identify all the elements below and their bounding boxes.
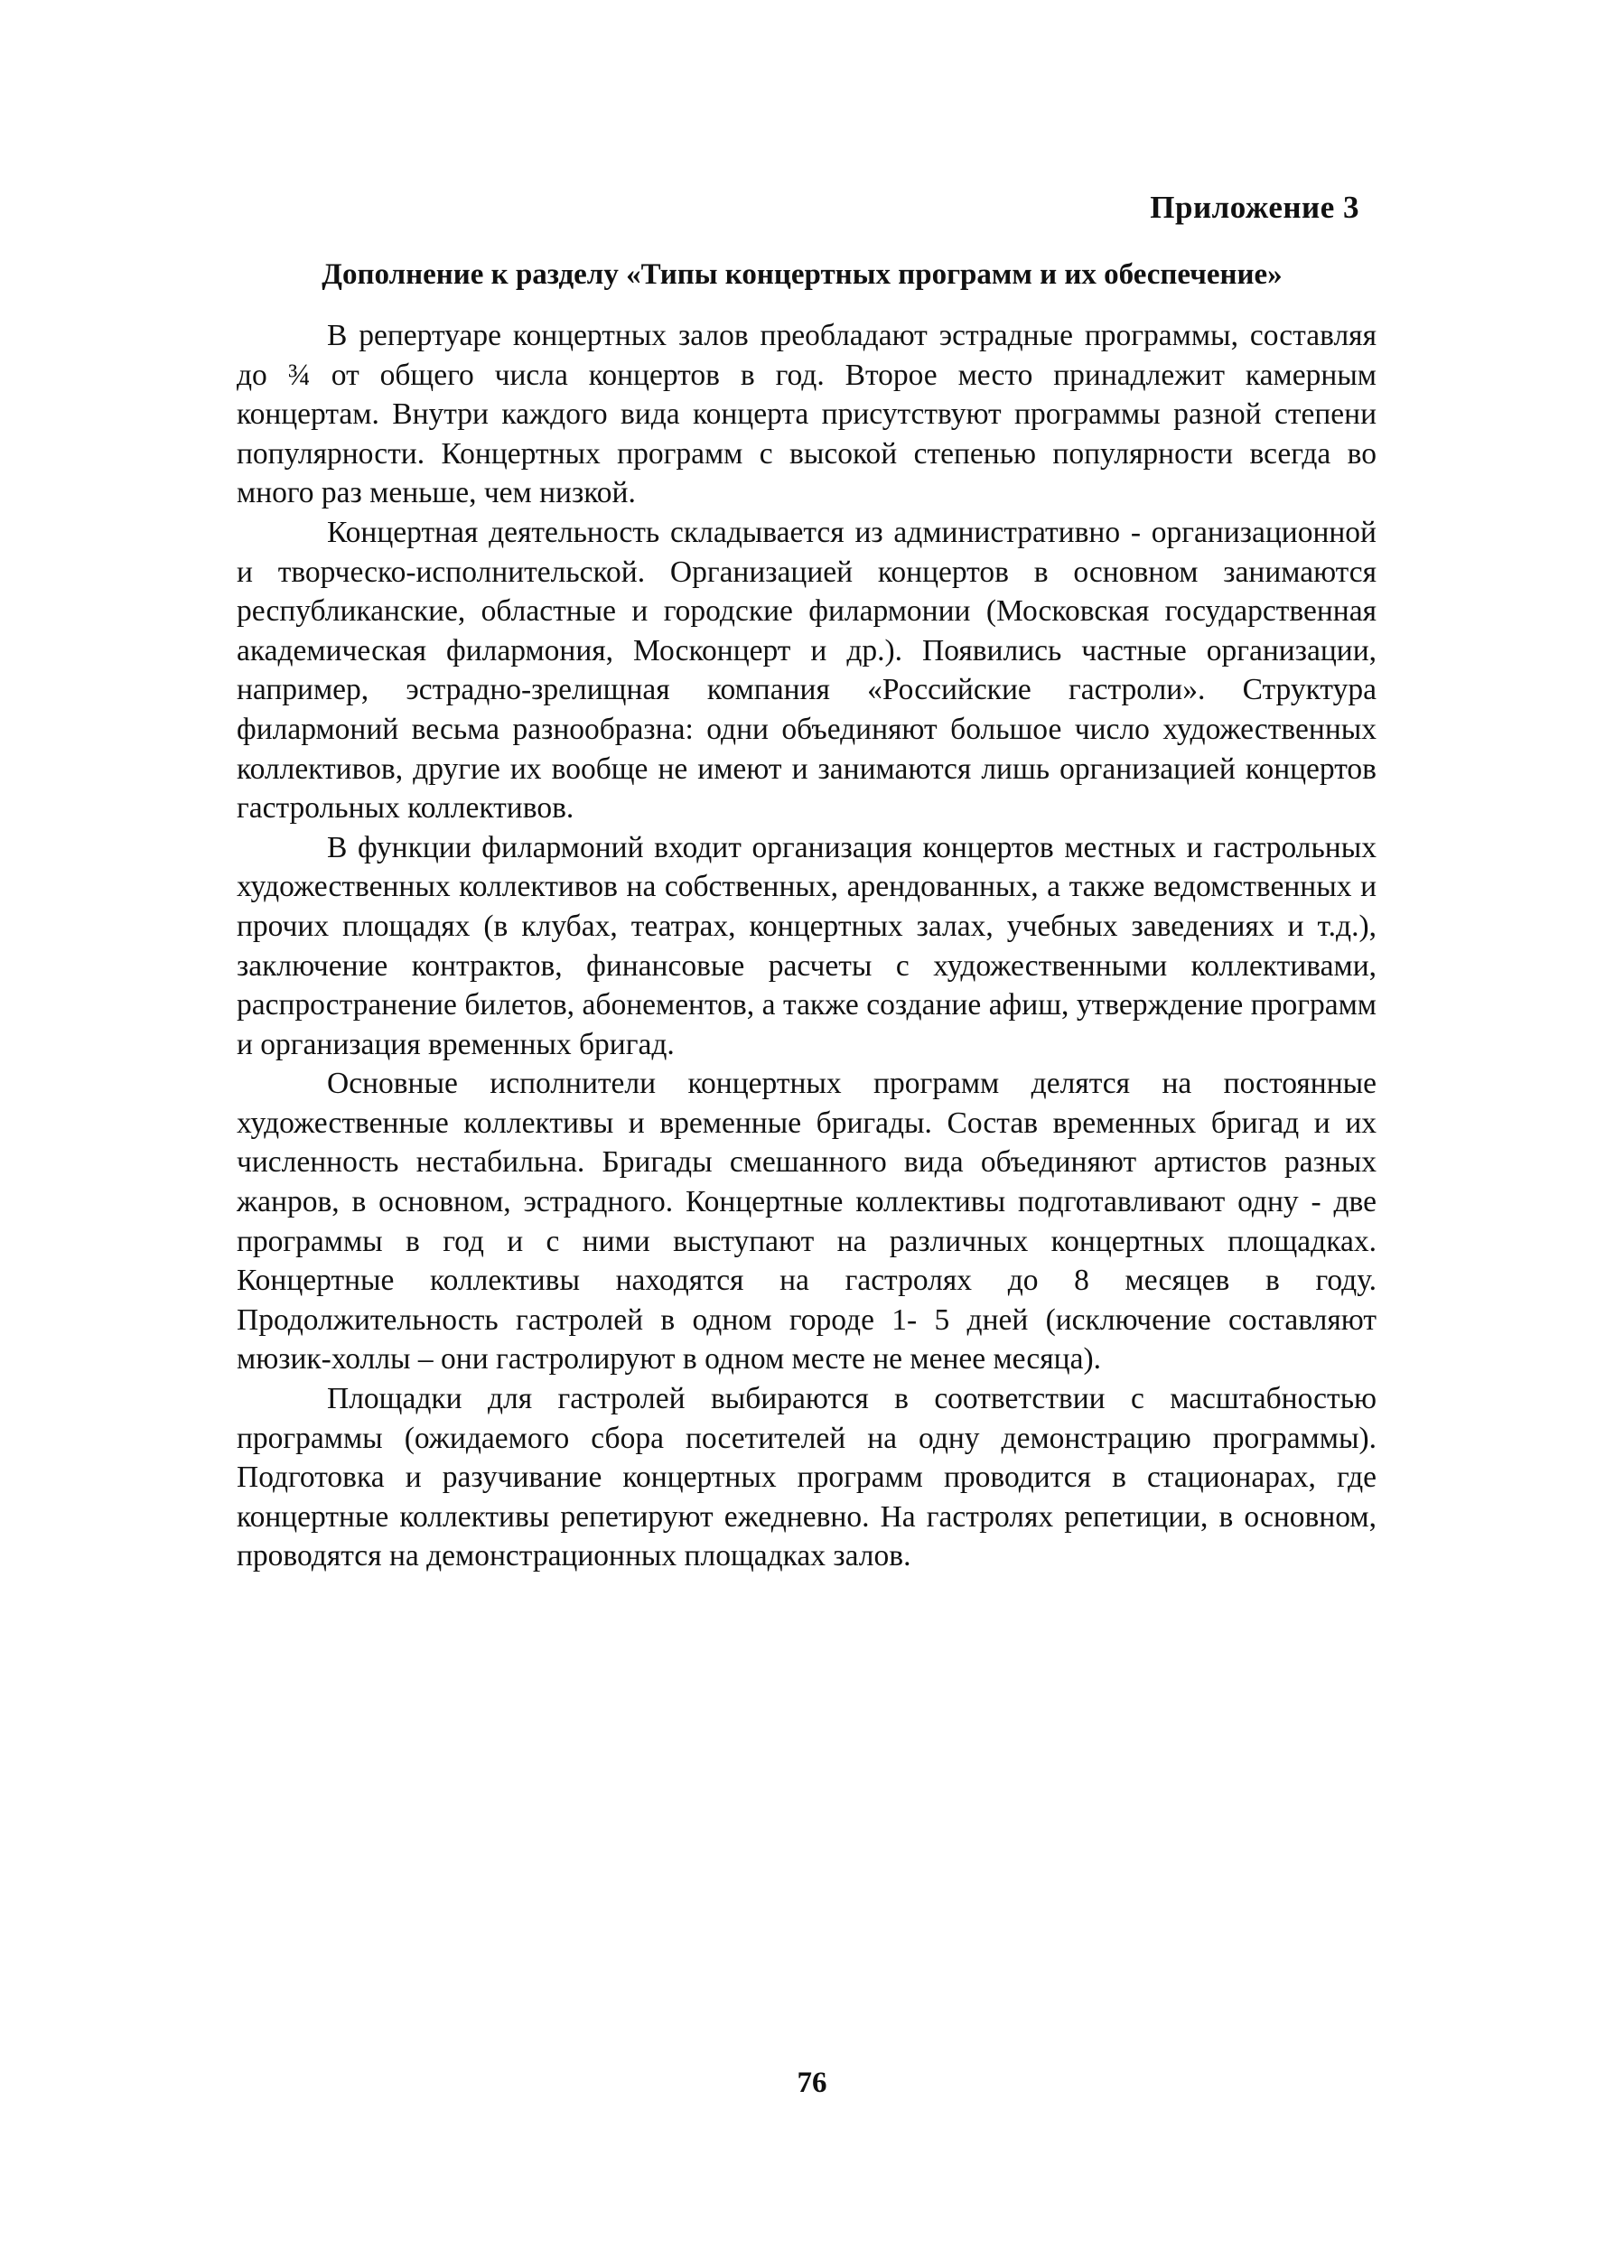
body-text [237, 316, 1377, 1576]
appendix-label: Приложение 3 [1150, 190, 1359, 225]
paragraph: Концертная деятельность складывается из административно - организационной и творческо-исполнительской. Организацией концертов в основном занимаются республиканские, областные и городские филармонии (Московская государственная академическая филармония, Москонцерт и др.). Появились частные организации, например, эстрадно-зрелищная компания «Российские гастроли». Структура филармоний весьма разнообразна: одни объединяют большое число художественных коллективов, другие их вообще не имеют и занимаются лишь организацией концертов гастрольных коллективов. [237, 515, 1377, 826]
paragraph: В функции филармоний входит организация концертов местных и гастрольных художественных коллективов на собственных, арендованных, а также ведомственных и прочих площадях (в клубах, театрах, концертных залах, учебных заведениях и т.д.), заключение контрактов, финансовые расчеты с художественными коллективами, распространение билетов, абонементов, а также создание афиш, утверждение программ и организация временных бригад. [237, 830, 1377, 1061]
paragraph: Площадки для гастролей выбираются в соответствии с масштабностью программы (ожидаемого сбора посетителей на одну демонстрацию программы). Подготовка и разучивание концертных программ проводится в стационарах, где концертные коллективы репетируют ежедневно. На гастролях репетиции, в основном, проводятся на демонстрационных площадках залов. [237, 1382, 1377, 1573]
section-title: Дополнение к разделу «Типы концертных программ и их обеспечение» [322, 258, 1283, 291]
paragraph: В репертуаре концертных залов преобладают эстрадные программы, составляя до ¾ от общего числа концертов в год. Второе место принадлежит камерным концертам. Внутри каждого вида концерта присутствуют программы разной степени популярности. Концертных программ с высокой степенью популярности всегда во много раз меньше, чем низкой. [237, 319, 1377, 510]
page-number: 76 [797, 2067, 827, 2099]
paragraph: Основные исполнители концертных программ делятся на постоянные художественные коллективы и временные бригады. Состав временных бригад и их численность нестабильна. Бригады смешанного вида объединяют артистов разных жанров, в основном, эстрадного. Концертные коллективы подготавливают одну - две программы в год и с ними выступают на различных концертных площадках. Концертные коллективы находятся на гастролях до 8 месяцев в году. Продолжительность гастролей в одном городе 1- 5 дней (исключение составляют мюзик-холлы – они гастролируют в одном месте не менее месяца). [237, 1067, 1377, 1377]
